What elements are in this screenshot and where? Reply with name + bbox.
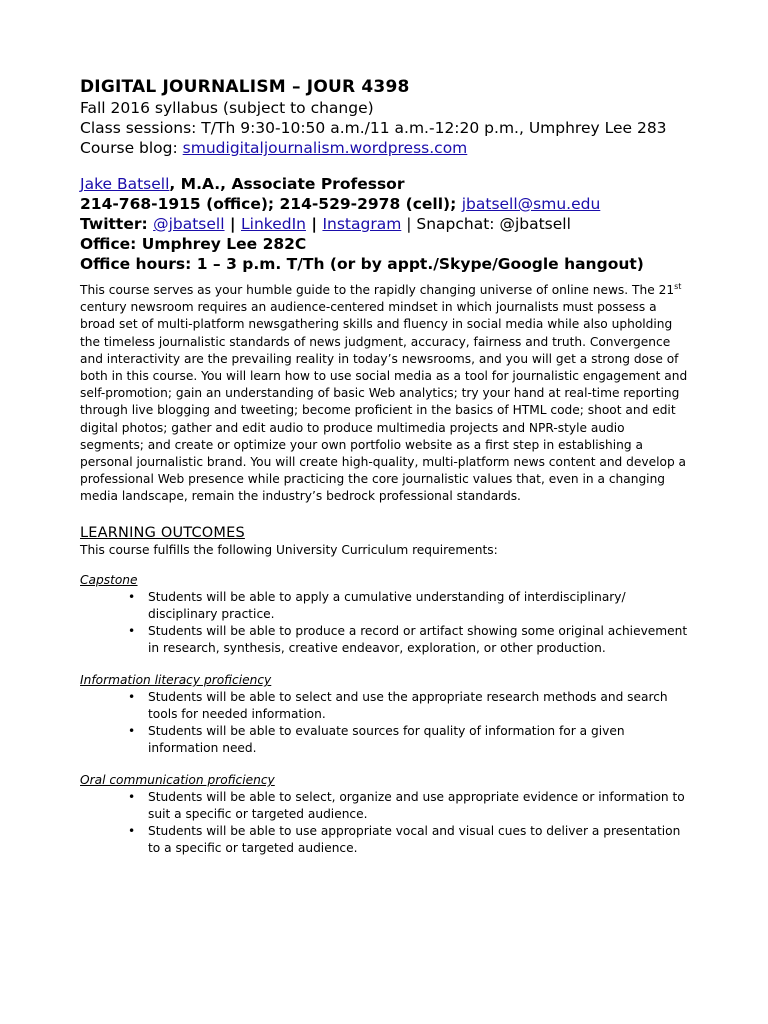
list-item-text: Students will be able to produce a record or artifact showing some original achievement in research, synthesis, creative endeavor, exploration, or other production.: [148, 624, 688, 655]
list-item-text: Students will be able to select, organize and use appropriate evidence or information to suit a specific or targeted audience.: [148, 790, 685, 821]
blog-label: Course blog:: [80, 139, 183, 157]
list-item-text: Students will be able to evaluate sources for quality of information for a given information need.: [148, 724, 625, 755]
snapchat-text: | Snapchat: @jbatsell: [401, 215, 571, 233]
outcome-section-information-literacy: [80, 672, 690, 757]
description-part-1: This course serves as your humble guide to the rapidly changing universe of online news. The 21: [80, 283, 675, 297]
list-item-text: Students will be able to apply a cumulative understanding of interdisciplinary/ disciplinary practice.: [148, 590, 626, 621]
learning-outcomes: [80, 524, 690, 872]
description-part-2: century newsroom requires an audience-centered mindset in which journalists must possess a broad set of multi-platform newsgathering skills and fluency in social media while also upholding the timeless journalistic standards of news judgment, accuracy, fairness and truth. Convergence and interactivity are the prevailing reality in today’s newsrooms, and you will get a strong dose of both in this course. You will learn how to use social media as a tool for journalistic engagement and self-promotion; gain an understanding of basic Web analytics; try your hand at real-time reporting through live blogging and tweeting; become proficient in the basics of HTML code; shoot and edit digital photos; gather and edit audio to produce multimedia projects and NPR-style audio segments; and create or optimize your own portfolio website as a first step in establishing a personal journalistic brand. You will create high-quality, multi-platform news content and develop a professional Web presence while practicing the core journalistic values that, even in a changing media landscape, remain the industry’s bedrock professional standards.: [80, 300, 688, 504]
email-link[interactable]: jbatsell@smu.edu: [461, 195, 601, 213]
office-line: Office: Umphrey Lee 282C: [80, 235, 307, 253]
list-item: [80, 689, 690, 723]
phone-line: [80, 194, 700, 214]
syllabus-header: [80, 77, 700, 274]
list-item: [80, 823, 690, 857]
course-description: [80, 282, 690, 506]
instructor-title: , M.A., Associate Professor: [169, 175, 405, 193]
bullet-icon: •: [128, 624, 136, 638]
office-hours-line: Office hours: 1 – 3 p.m. T/Th (or by appt./Skype/Google hangout): [80, 255, 644, 273]
ordinal-suffix: st: [674, 281, 682, 291]
bullet-icon: •: [128, 724, 136, 738]
term-line: Fall 2016 syllabus (subject to change): [80, 99, 374, 117]
blog-link[interactable]: smudigitaljournalism.wordpress.com: [182, 139, 468, 157]
list-item: [80, 589, 690, 623]
outcome-section-capstone: [80, 572, 690, 657]
twitter-label: Twitter:: [80, 215, 154, 233]
twitter-link[interactable]: @jbatsell: [153, 215, 225, 233]
separator: |: [305, 215, 323, 233]
list-item-text: Students will be able to use appropriate vocal and visual cues to deliver a presentation to a specific or targeted audience.: [148, 824, 681, 855]
learning-outcomes-heading: LEARNING OUTCOMES: [80, 525, 245, 541]
bullet-icon: •: [128, 690, 136, 704]
bullet-list: [80, 689, 690, 757]
instagram-link[interactable]: Instagram: [322, 215, 402, 233]
list-item: [80, 623, 690, 657]
separator: |: [224, 215, 241, 233]
instructor-name-link[interactable]: Jake Batsell: [80, 175, 170, 193]
list-item: [80, 789, 690, 823]
instructor-line: [80, 174, 700, 194]
course-title: DIGITAL JOURNALISM – JOUR 4398: [80, 77, 410, 97]
bullet-list: [80, 589, 690, 657]
bullet-icon: •: [128, 590, 136, 604]
list-item-text: Students will be able to select and use the appropriate research methods and search tools for needed information.: [148, 690, 668, 721]
phone-numbers: 214-768-1915 (office); 214-529-2978 (cell);: [80, 195, 462, 213]
learning-outcomes-intro: This course fulfills the following University Curriculum requirements:: [80, 543, 498, 557]
list-item: [80, 723, 690, 757]
sessions-line: Class sessions: T/Th 9:30-10:50 a.m./11 a.m.-12:20 p.m., Umphrey Lee 283: [80, 119, 667, 137]
section-title: Capstone: [80, 573, 138, 587]
outcome-section-oral-communication: [80, 772, 690, 857]
bullet-list: [80, 789, 690, 857]
linkedin-link[interactable]: LinkedIn: [241, 215, 306, 233]
bullet-icon: •: [128, 824, 136, 838]
section-title: Information literacy proficiency: [80, 673, 272, 687]
bullet-icon: •: [128, 790, 136, 804]
social-line: [80, 214, 700, 234]
blog-line: [80, 138, 700, 158]
section-title: Oral communication proficiency: [80, 773, 275, 787]
